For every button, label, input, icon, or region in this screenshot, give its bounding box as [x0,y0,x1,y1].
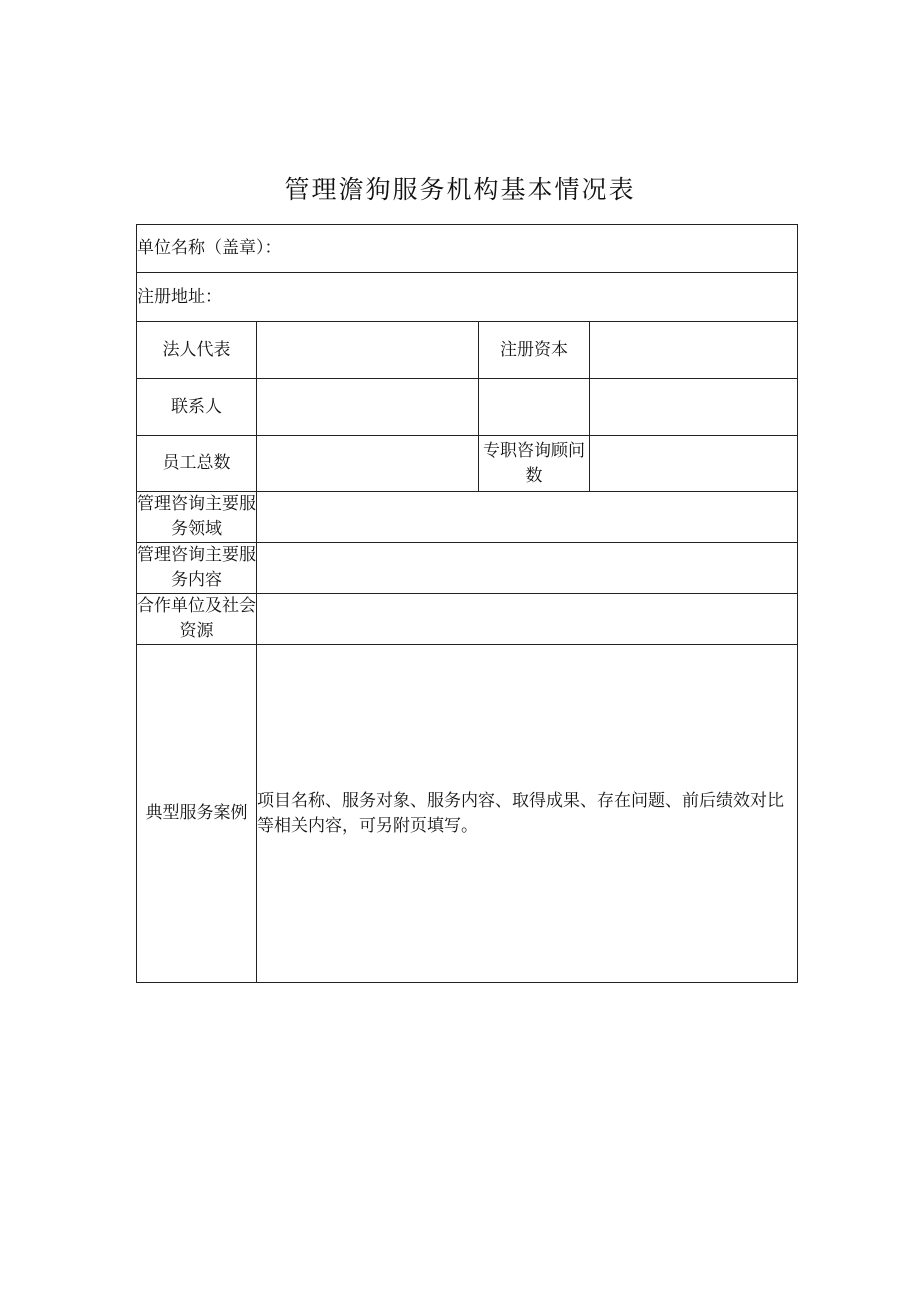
service-domain-value[interactable] [257,492,798,543]
legal-rep-value[interactable] [257,322,479,379]
address-label: 注册地址： [137,286,222,307]
service-content-label: 管理咨询主要服务内容 [137,543,257,594]
basic-info-form [136,224,798,983]
unit-name-label: 单位名称（盖章）： [137,238,282,258]
reg-capital-label: 注册资本 [479,322,590,379]
unit-name-field[interactable] [137,225,798,273]
contact-value[interactable] [257,379,479,436]
cases-note: 项目名称、服务对象、服务内容、取得成果、存在问题、前后绩效对比等相关内容，可另附页填写。 [257,790,784,836]
cases-label: 典型服务案例 [137,645,257,983]
cases-value[interactable] [257,645,798,983]
service-domain-label: 管理咨询主要服务领域 [137,492,257,543]
page-title: 管理澹狗服务机构基本情况表 [284,175,636,204]
partners-label: 合作单位及社会资源 [137,594,257,645]
staff-total-value[interactable] [257,436,479,492]
contact-extra-value[interactable] [590,379,798,436]
legal-rep-label: 法人代表 [137,322,257,379]
contact-extra-cell[interactable] [479,379,590,436]
reg-capital-value[interactable] [590,322,798,379]
consultants-label: 专职咨询顾问数 [479,436,590,492]
address-field[interactable] [137,273,798,322]
consultants-value[interactable] [590,436,798,492]
contact-label: 联系人 [137,379,257,436]
partners-value[interactable] [257,594,798,645]
service-content-value[interactable] [257,543,798,594]
staff-total-label: 员工总数 [137,436,257,492]
